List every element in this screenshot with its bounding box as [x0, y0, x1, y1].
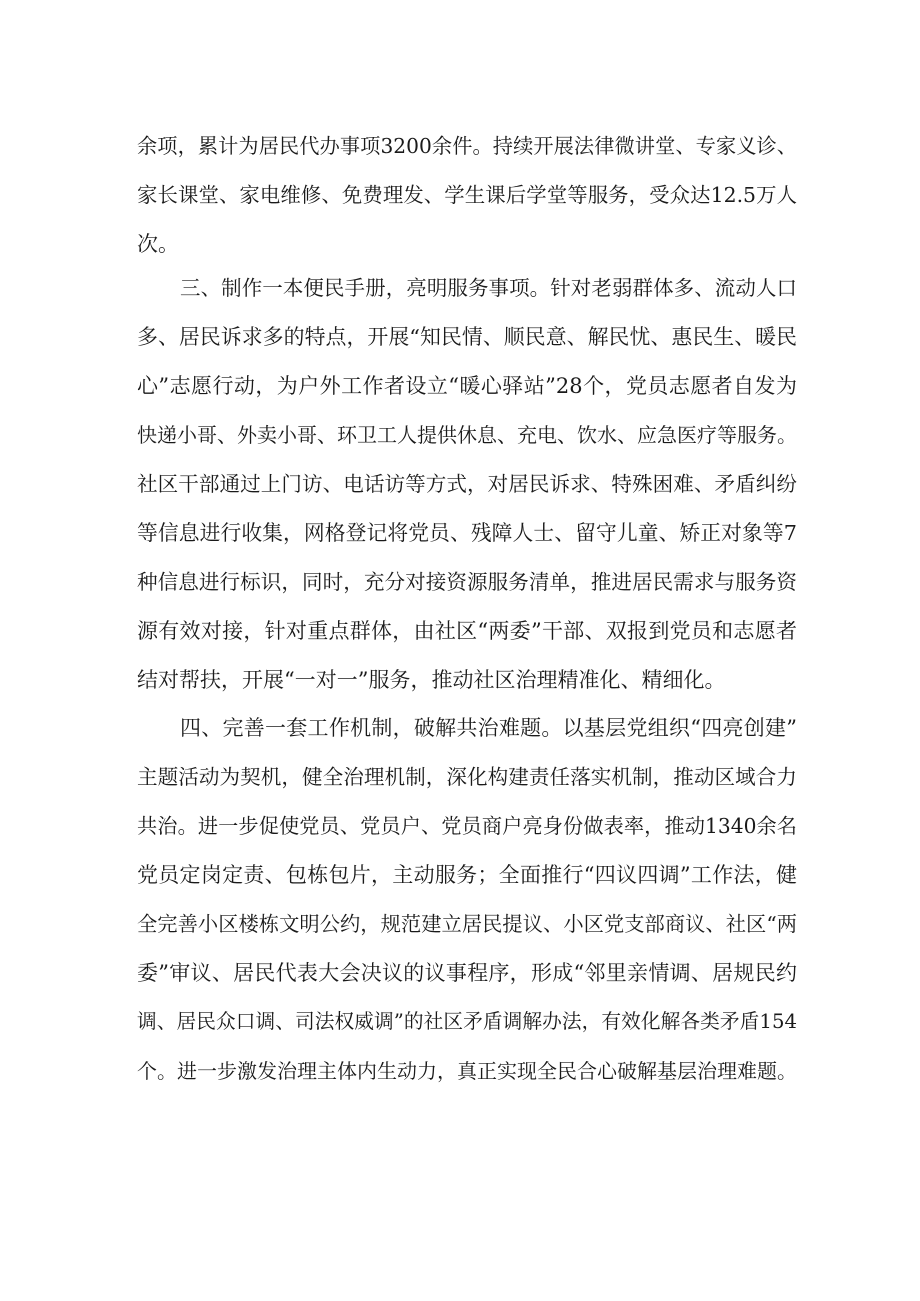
paragraph-line: 家长课堂、家电维修、免费理发、学生课后学堂等服务，受众达12.5万人: [137, 183, 797, 207]
paragraph-line: 源有效对接，针对重点群体，由社区“两委”干部、双报到党员和志愿者: [137, 619, 797, 643]
paragraph-line: 委”审议、居民代表大会决议的议事程序，形成“邻里亲情调、居规民约: [137, 961, 797, 985]
paragraph-line: 多、居民诉求多的特点，开展“知民情、顺民意、解民忧、惠民生、暖民: [137, 325, 797, 349]
paragraph-line: 结对帮扶，开展“一对一”服务，推动社区治理精准化、精细化。: [137, 668, 726, 692]
paragraph-line: 调、居民众口调、司法权威调”的社区矛盾调解办法，有效化解各类矛盾154: [137, 1010, 797, 1033]
paragraph-line: 心”志愿行动，为户外工作者设立“暖心驿站”28个，党员志愿者自发为: [137, 374, 797, 398]
paragraph-line: 全完善小区楼栋文明公约，规范建立居民提议、小区党支部商议、社区“两: [137, 912, 797, 936]
paragraph-line: 余项，累计为居民代办事项3200余件。持续开展法律微讲堂、专家义诊、: [137, 134, 797, 158]
paragraph-line: 种信息进行标识，同时，充分对接资源服务清单，推进居民需求与服务资: [137, 570, 797, 594]
paragraph-line: 社区干部通过上门访、电话访等方式，对居民诉求、特殊困难、矛盾纠纷: [137, 472, 797, 496]
paragraph-line: 三、制作一本便民手册，亮明服务事项。针对老弱群体多、流动人口: [180, 276, 797, 300]
paragraph-line: 共治。进一步促使党员、党员户、党员商户亮身份做表率，推动1340余名: [137, 814, 797, 838]
paragraph-line: 快递小哥、外卖小哥、环卫工人提供休息、充电、饮水、应急医疗等服务。: [137, 423, 797, 447]
paragraph-line: 个。进一步激发治理主体内生动力，真正实现全民合心破解基层治理难题。: [137, 1059, 797, 1083]
paragraph-line: 次。: [137, 232, 179, 256]
paragraph-line: 等信息进行收集，网格登记将党员、残障人士、留守儿童、矫正对象等7: [137, 521, 797, 545]
paragraph-line: 党员定岗定责、包栋包片，主动服务；全面推行“四议四调”工作法，健: [137, 863, 797, 887]
paragraph-line: 四、完善一套工作机制，破解共治难题。以基层党组织“四亮创建”: [180, 716, 797, 740]
paragraph-line: 主题活动为契机，健全治理机制，深化构建责任落实机制，推动区域合力: [137, 765, 797, 789]
